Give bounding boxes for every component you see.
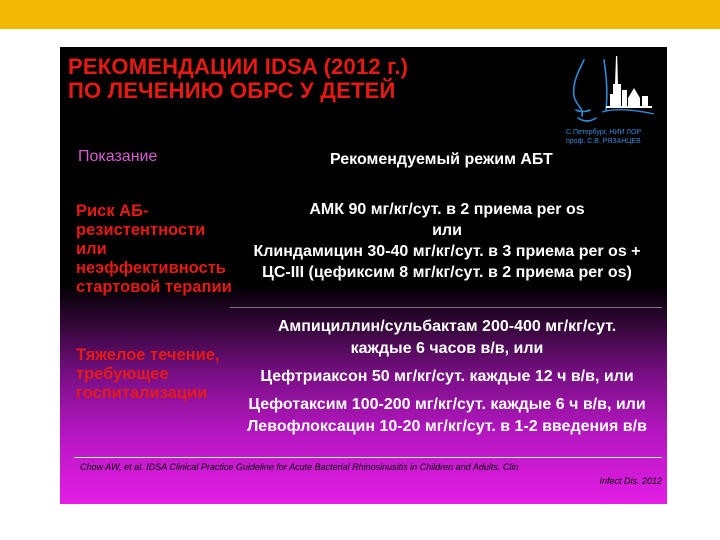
regimen-line: ЦС-III (цефиксим 8 мг/кг/сут. в 2 приема per os) <box>262 264 632 281</box>
spb-skyline-logo-icon <box>556 50 666 130</box>
header-regimen: Рекомендуемый режим АБТ <box>330 151 553 168</box>
logo-caption <box>566 128 641 146</box>
logo-caption-line-2: проф. С.В. РЯЗАНЦЕВ <box>566 138 641 145</box>
regimen-severe <box>230 316 664 438</box>
regimen-line: Ампициллин/сульбактам 200-400 мг/кг/сут. <box>277 318 617 335</box>
regimen-risk <box>230 199 664 283</box>
slide <box>60 47 667 504</box>
regimen-line: АМК 90 мг/кг/сут. в 2 приема per os <box>309 201 585 218</box>
logo-caption-line-1: С.Петербург, НИИ ЛОР <box>566 129 642 136</box>
indication-line: неэффективность <box>76 259 226 277</box>
indication-line: Тяжелое течение, <box>76 346 220 364</box>
reference-line-2: Infect Dis. 2012 <box>599 476 662 486</box>
row-divider <box>230 307 662 308</box>
title-line-1: РЕКОМЕНДАЦИИ IDSA (2012 г.) <box>68 54 409 79</box>
indication-severe <box>76 346 220 403</box>
indication-line: стартовой терапии <box>76 278 232 296</box>
logo <box>556 50 666 150</box>
top-accent-bar <box>0 0 720 29</box>
regimen-line: каждые 6 часов в/в, или <box>350 340 544 357</box>
indication-line: требующее <box>76 365 169 383</box>
reference-line-1: Chow AW, et al. IDSA Clinical Practice Guideline for Acute Bacterial Rhinosinusitis in Children and Adults. Clin <box>80 462 519 472</box>
indication-risk <box>76 202 232 297</box>
regimen-line: Клиндамицин 30-40 мг/кг/сут. в 3 приема per os + <box>253 243 641 260</box>
regimen-line: или <box>432 222 462 239</box>
reference-citation <box>80 460 662 488</box>
slide-title <box>68 55 408 103</box>
indication-line: Риск АБ- <box>76 202 149 220</box>
title-line-2: ПО ЛЕЧЕНИЮ ОБРС У ДЕТЕЙ <box>68 78 396 103</box>
indication-line: резистентности <box>76 221 206 239</box>
regimen-line: Цефотаксим 100-200 мг/кг/сут. каждые 6 ч в/в, или <box>248 396 646 413</box>
regimen-line: Цефтриаксон 50 мг/кг/сут. каждые 12 ч в/в, или <box>260 368 634 385</box>
regimen-line: Левофлоксацин 10-20 мг/кг/сут. в 1-2 введения в/в <box>247 418 647 435</box>
header-indication: Показание <box>78 148 158 165</box>
indication-line: госпитализации <box>76 384 208 402</box>
indication-line: или <box>76 240 107 258</box>
reference-divider <box>74 457 662 458</box>
